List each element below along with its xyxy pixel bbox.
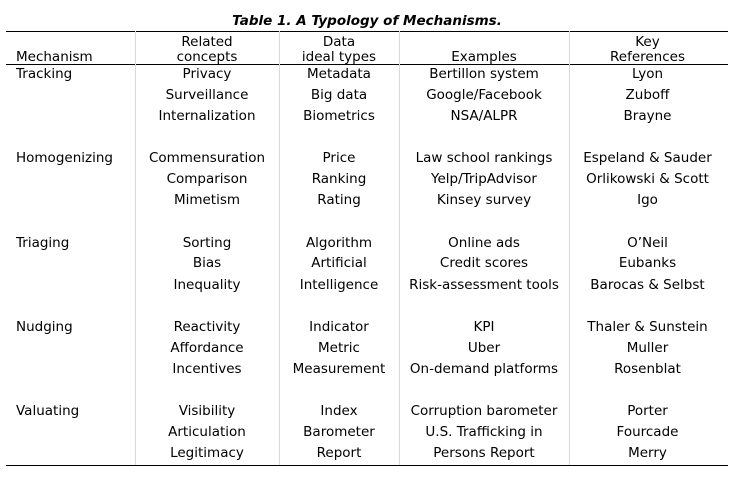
table-cell: Thaler & Sunstein [587,319,708,335]
table-cell: Price [322,150,356,166]
table-cell: Metadata [307,66,371,82]
mechanism-label: Valuating [16,403,80,419]
table-cell: Commensuration [148,150,266,166]
table-cell: Uber [467,340,501,356]
table-cell: Algorithm [305,235,373,251]
table-cell: KPI [473,319,495,335]
table-cell: Legitimacy [170,445,244,461]
table-cell: Brayne [623,108,672,124]
table-cell: Internalization [158,108,256,124]
mechanism-label: Homogenizing [16,150,113,166]
table-cell: Rating [317,192,361,208]
table-cell: Ranking [311,171,367,187]
header-key-line2: References [609,49,685,65]
mechanism-label: Tracking [16,66,73,82]
table-cell: Law school rankings [415,150,553,166]
table-cell: Persons Report [433,445,535,461]
table-cell: Sorting [182,235,232,251]
table-cell: Muller [626,340,669,356]
table-cell: Articulation [168,424,246,440]
table-cell: Igo [637,192,658,208]
table-cell: NSA/ALPR [450,108,518,124]
table-cell: Kinsey survey [436,192,532,208]
table-cell: Measurement [292,361,386,377]
table-cell: Biometrics [303,108,375,124]
table-cell: Yelp/TripAdvisor [431,171,537,187]
header-related-line2: concepts [176,49,238,65]
header-mechanism: Mechanism [16,49,93,65]
table-cell: Espeland & Sauder [583,150,712,166]
table-cell: Credit scores [439,255,529,271]
table-caption: Table 1. A Typology of Mechanisms. [232,13,502,29]
table-cell: Orlikowski & Scott [586,171,709,187]
header-related-line1: Related [181,34,233,50]
table-cell: Risk-assessment tools [409,277,559,293]
table-cell: Big data [310,87,368,103]
table-top-rule [6,31,728,32]
table-cell: Indicator [309,319,369,335]
table-cell: Index [320,403,358,419]
table-cell: Bias [192,255,222,271]
table-cell: Barometer [303,424,375,440]
table-cell: Surveillance [165,87,249,103]
table-cell: Report [316,445,362,461]
table-cell: Artificial [311,255,367,271]
table-cell: Google/Facebook [426,87,542,103]
table-cell: Barocas & Selbst [590,277,705,293]
table-cell: Inequality [173,277,241,293]
table-cell: Rosenblat [614,361,681,377]
table-cell: Incentives [172,361,242,377]
table-cell: Bertillon system [429,66,539,82]
header-examples: Examples [451,49,517,65]
table-cell: Merry [628,445,667,461]
table-cell: Fourcade [616,424,679,440]
table-cell: O’Neil [627,235,668,251]
table-cell: Zuboff [625,87,670,103]
table-cell: Eubanks [618,255,677,271]
table-cell: U.S. Trafficking in [425,424,543,440]
table-cell: Online ads [448,235,520,251]
table-cell: Intelligence [299,277,379,293]
header-key-line1: Key [635,34,660,50]
table-cell: Metric [318,340,360,356]
table-cell: Corruption barometer [410,403,558,419]
table-cell: On-demand platforms [409,361,559,377]
table-cell: Reactivity [173,319,241,335]
table-bottom-rule [6,465,728,466]
header-data-line1: Data [322,34,356,50]
mechanism-label: Triaging [16,235,70,251]
table-cell: Porter [627,403,668,419]
mechanism-label: Nudging [16,319,73,335]
table-cell: Lyon [631,66,664,82]
table-cell: Affordance [170,340,244,356]
table-cell: Visibility [178,403,236,419]
table-cell: Privacy [182,66,232,82]
table-cell: Mimetism [173,192,241,208]
header-data-line2: ideal types [301,49,377,65]
table-cell: Comparison [166,171,248,187]
